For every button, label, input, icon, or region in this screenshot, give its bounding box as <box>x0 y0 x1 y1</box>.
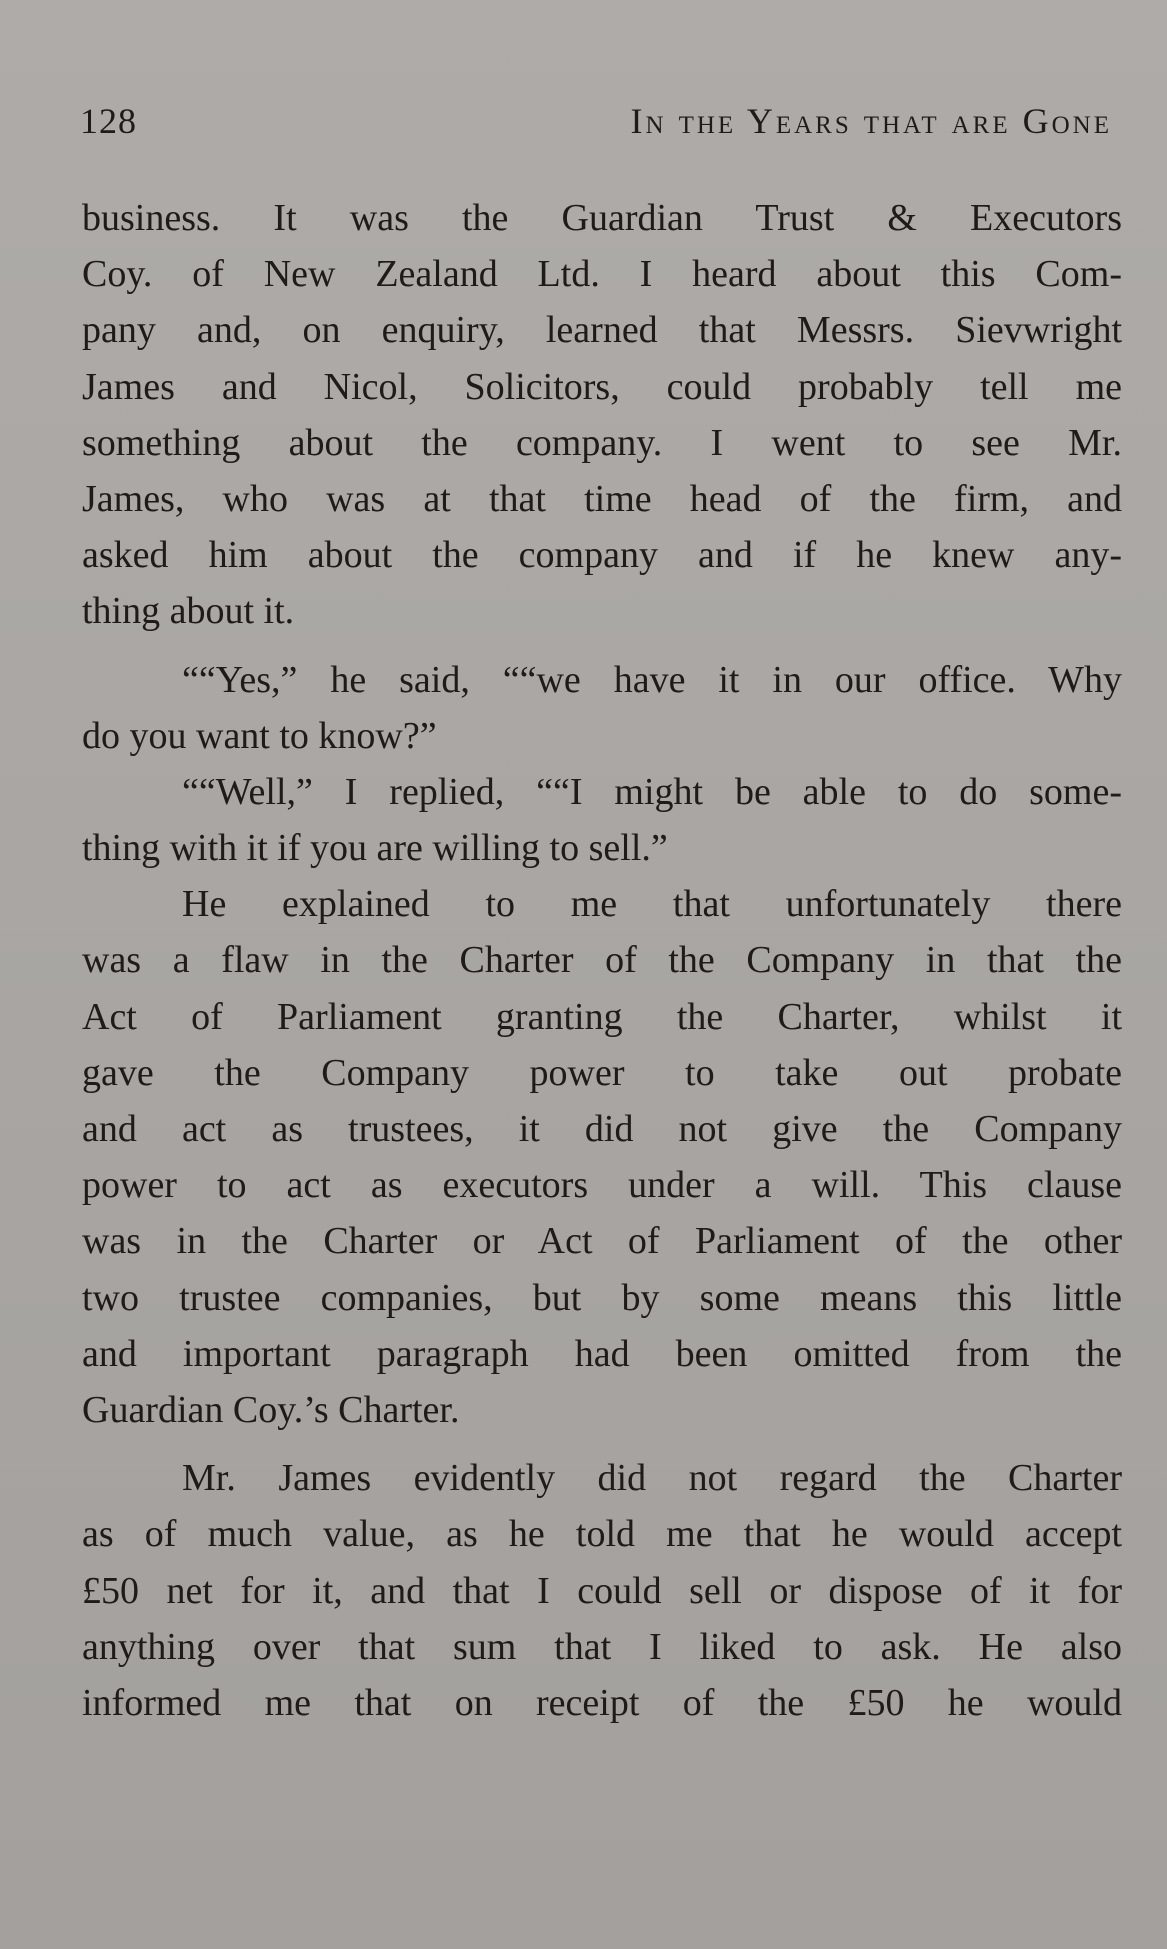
paragraph-gap <box>82 1438 1122 1450</box>
text-line: was a flaw in the Charter of the Company in that the <box>82 939 1122 982</box>
text-line: power to act as executors under a will. This clause <box>82 1164 1122 1207</box>
text-line: two trustee companies, but by some means this little <box>82 1276 1122 1319</box>
text-line: pany and, on enquiry, learned that Messrs. Sievwright <box>82 309 1122 352</box>
text-line: Guardian Coy.’s Charter. <box>82 1388 460 1431</box>
text-line: informed me that on receipt of the £50 he would <box>82 1681 1122 1724</box>
body-text <box>82 190 1122 1731</box>
running-title: In the Years that are Gone <box>630 101 1112 141</box>
text-line: Coy. of New Zealand Ltd. I heard about this Com- <box>82 253 1122 296</box>
text-line: as of much value, as he told me that he would accept <box>82 1513 1122 1556</box>
text-line: thing with it if you are willing to sell.” <box>82 827 668 870</box>
paragraph-gap <box>82 640 1122 652</box>
text-line: £50 net for it, and that I could sell or dispose of it for <box>82 1569 1122 1612</box>
text-line: thing about it. <box>82 590 295 633</box>
text-line: was in the Charter or Act of Parliament of the other <box>82 1220 1122 1263</box>
text-line: anything over that sum that I liked to ask. He also <box>82 1625 1122 1668</box>
text-line: Act of Parliament granting the Charter, whilst it <box>82 995 1122 1038</box>
page-number: 128 <box>80 101 137 141</box>
text-line: ““Yes,” he said, ““we have it in our office. Why <box>182 658 1122 701</box>
text-line: do you want to know?” <box>82 714 437 757</box>
text-line: James and Nicol, Solicitors, could probably tell me <box>82 365 1122 408</box>
text-line: something about the company. I went to see Mr. <box>82 421 1122 464</box>
text-line: gave the Company power to take out probate <box>82 1051 1122 1094</box>
text-line: asked him about the company and if he knew any- <box>82 534 1122 577</box>
text-line: Mr. James evidently did not regard the Charter <box>182 1457 1122 1500</box>
page-header <box>80 100 1112 156</box>
text-line: James, who was at that time head of the firm, and <box>82 477 1122 520</box>
text-line: He explained to me that unfortunately there <box>182 883 1122 926</box>
text-line: and important paragraph had been omitted from the <box>82 1332 1122 1375</box>
text-line: and act as trustees, it did not give the Company <box>82 1108 1122 1150</box>
text-line: ““Well,” I replied, ““I might be able to do some- <box>182 770 1122 813</box>
text-line: business. It was the Guardian Trust & Executors <box>82 197 1122 239</box>
